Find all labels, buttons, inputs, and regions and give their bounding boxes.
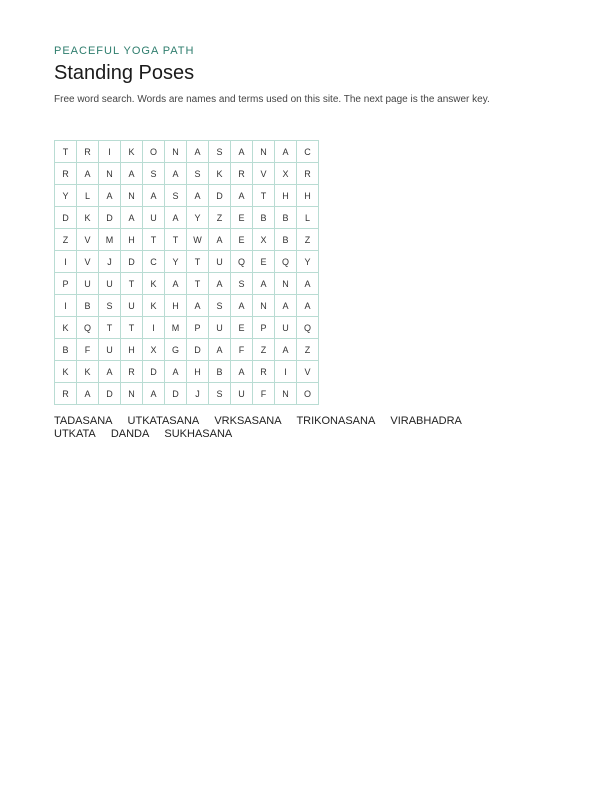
- grid-cell: E: [231, 229, 253, 251]
- grid-cell: A: [209, 339, 231, 361]
- grid-cell: J: [99, 251, 121, 273]
- grid-cell: S: [187, 163, 209, 185]
- word-search-grid: [54, 140, 319, 405]
- grid-cell: C: [143, 251, 165, 273]
- grid-cell: R: [121, 361, 143, 383]
- grid-cell: K: [55, 361, 77, 383]
- grid-cell: A: [275, 141, 297, 163]
- grid-cell: Y: [165, 251, 187, 273]
- grid-row: [55, 163, 319, 185]
- grid-cell: C: [297, 141, 319, 163]
- grid-cell: A: [143, 383, 165, 405]
- grid-cell: I: [143, 317, 165, 339]
- grid-cell: S: [165, 185, 187, 207]
- grid-cell: H: [121, 229, 143, 251]
- grid-cell: T: [143, 229, 165, 251]
- grid-cell: I: [55, 295, 77, 317]
- page-title: Standing Poses: [54, 62, 195, 84]
- grid-cell: X: [275, 163, 297, 185]
- grid-cell: Y: [187, 207, 209, 229]
- grid-row: [55, 251, 319, 273]
- grid-cell: N: [121, 383, 143, 405]
- grid-cell: N: [253, 295, 275, 317]
- grid-cell: R: [77, 141, 99, 163]
- grid-row: [55, 383, 319, 405]
- grid-cell: U: [143, 207, 165, 229]
- grid-cell: Y: [55, 185, 77, 207]
- word-list-item: VRKSASANA: [214, 415, 282, 427]
- grid-cell: A: [187, 295, 209, 317]
- grid-cell: A: [231, 185, 253, 207]
- grid-cell: S: [209, 383, 231, 405]
- grid-cell: E: [231, 317, 253, 339]
- grid-cell: U: [209, 251, 231, 273]
- grid-row: [55, 273, 319, 295]
- grid-cell: A: [165, 163, 187, 185]
- grid-cell: O: [297, 383, 319, 405]
- grid-cell: B: [55, 339, 77, 361]
- word-list-item: VIRABHADRA: [390, 415, 462, 427]
- grid-cell: K: [77, 361, 99, 383]
- grid-cell: U: [99, 339, 121, 361]
- grid-cell: T: [253, 185, 275, 207]
- grid-cell: P: [253, 317, 275, 339]
- grid-cell: D: [209, 185, 231, 207]
- grid-cell: T: [121, 273, 143, 295]
- grid-row: [55, 295, 319, 317]
- grid-cell: T: [187, 273, 209, 295]
- grid-cell: I: [275, 361, 297, 383]
- grid-cell: S: [99, 295, 121, 317]
- grid-cell: E: [231, 207, 253, 229]
- grid-cell: D: [143, 361, 165, 383]
- grid-cell: K: [77, 207, 99, 229]
- grid-cell: A: [143, 185, 165, 207]
- grid-cell: A: [209, 273, 231, 295]
- grid-cell: H: [275, 185, 297, 207]
- grid-cell: U: [121, 295, 143, 317]
- grid-cell: N: [99, 163, 121, 185]
- grid-cell: A: [165, 207, 187, 229]
- word-list: [54, 415, 524, 441]
- grid-cell: A: [253, 273, 275, 295]
- grid-row: [55, 185, 319, 207]
- grid-cell: E: [253, 251, 275, 273]
- grid-row: [55, 317, 319, 339]
- grid-cell: V: [77, 251, 99, 273]
- grid-cell: H: [187, 361, 209, 383]
- grid-cell: A: [209, 229, 231, 251]
- grid-cell: M: [165, 317, 187, 339]
- grid-cell: L: [297, 207, 319, 229]
- word-list-item: UTKATASANA: [127, 415, 200, 427]
- grid-cell: S: [231, 273, 253, 295]
- grid-cell: N: [253, 141, 275, 163]
- grid-cell: P: [55, 273, 77, 295]
- grid-row: [55, 207, 319, 229]
- grid-row: [55, 229, 319, 251]
- word-list-item: SUKHASANA: [164, 428, 233, 440]
- grid-cell: K: [209, 163, 231, 185]
- grid-cell: Q: [77, 317, 99, 339]
- grid-cell: V: [77, 229, 99, 251]
- grid-cell: B: [275, 207, 297, 229]
- grid-cell: W: [187, 229, 209, 251]
- grid-cell: M: [99, 229, 121, 251]
- grid-cell: A: [165, 273, 187, 295]
- grid-cell: U: [275, 317, 297, 339]
- grid-cell: Z: [297, 229, 319, 251]
- grid-cell: N: [121, 185, 143, 207]
- grid-cell: T: [187, 251, 209, 273]
- grid-cell: Q: [297, 317, 319, 339]
- grid-cell: R: [55, 163, 77, 185]
- grid-cell: D: [187, 339, 209, 361]
- grid-cell: D: [55, 207, 77, 229]
- grid-cell: A: [231, 141, 253, 163]
- grid-cell: A: [275, 295, 297, 317]
- grid-cell: T: [55, 141, 77, 163]
- grid-cell: R: [55, 383, 77, 405]
- grid-cell: H: [297, 185, 319, 207]
- grid-cell: V: [253, 163, 275, 185]
- grid-cell: U: [231, 383, 253, 405]
- grid-cell: I: [99, 141, 121, 163]
- grid-cell: F: [231, 339, 253, 361]
- grid-cell: B: [275, 229, 297, 251]
- grid-cell: R: [297, 163, 319, 185]
- grid-cell: L: [77, 185, 99, 207]
- grid-cell: V: [297, 361, 319, 383]
- grid-cell: P: [187, 317, 209, 339]
- grid-cell: A: [187, 141, 209, 163]
- grid-cell: N: [275, 383, 297, 405]
- grid-cell: K: [55, 317, 77, 339]
- grid-cell: D: [99, 207, 121, 229]
- grid-cell: K: [121, 141, 143, 163]
- grid-cell: Z: [209, 207, 231, 229]
- grid-cell: A: [275, 339, 297, 361]
- grid-cell: Z: [297, 339, 319, 361]
- grid-cell: A: [99, 361, 121, 383]
- grid-cell: S: [143, 163, 165, 185]
- grid-cell: Y: [297, 251, 319, 273]
- grid-row: [55, 361, 319, 383]
- page-subtitle: Free word search. Words are names and terms used on this site. The next page is the answer key.: [54, 94, 490, 105]
- grid-cell: A: [187, 185, 209, 207]
- grid-cell: N: [165, 141, 187, 163]
- grid-cell: F: [253, 383, 275, 405]
- grid-cell: U: [99, 273, 121, 295]
- grid-cell: A: [77, 163, 99, 185]
- word-list-item: TRIKONASANA: [296, 415, 376, 427]
- grid-cell: N: [275, 273, 297, 295]
- grid-cell: Q: [231, 251, 253, 273]
- grid-cell: A: [165, 361, 187, 383]
- grid-cell: S: [209, 141, 231, 163]
- grid-cell: A: [297, 273, 319, 295]
- brand-label: PEACEFUL YOGA PATH: [54, 45, 195, 57]
- word-list-item: TADASANA: [54, 415, 113, 427]
- grid-cell: Z: [253, 339, 275, 361]
- grid-cell: J: [187, 383, 209, 405]
- grid-cell: F: [77, 339, 99, 361]
- grid-cell: U: [77, 273, 99, 295]
- grid-cell: X: [253, 229, 275, 251]
- grid-row: [55, 339, 319, 361]
- grid-cell: H: [121, 339, 143, 361]
- grid-cell: G: [165, 339, 187, 361]
- grid-cell: A: [77, 383, 99, 405]
- grid-cell: I: [55, 251, 77, 273]
- grid-cell: D: [99, 383, 121, 405]
- grid-cell: A: [231, 361, 253, 383]
- grid-cell: K: [143, 295, 165, 317]
- grid-cell: Z: [55, 229, 77, 251]
- grid-cell: O: [143, 141, 165, 163]
- grid-cell: H: [165, 295, 187, 317]
- grid-cell: B: [209, 361, 231, 383]
- word-list-item: UTKATA: [54, 428, 96, 440]
- grid-cell: B: [253, 207, 275, 229]
- grid-cell: A: [99, 185, 121, 207]
- grid-cell: X: [143, 339, 165, 361]
- grid-cell: T: [121, 317, 143, 339]
- grid-cell: A: [231, 295, 253, 317]
- grid-cell: S: [209, 295, 231, 317]
- grid-cell: K: [143, 273, 165, 295]
- grid-cell: D: [121, 251, 143, 273]
- grid-cell: D: [165, 383, 187, 405]
- grid-cell: T: [99, 317, 121, 339]
- grid-cell: B: [77, 295, 99, 317]
- grid-cell: A: [121, 207, 143, 229]
- grid-cell: A: [121, 163, 143, 185]
- grid-row: [55, 141, 319, 163]
- grid-cell: R: [253, 361, 275, 383]
- grid-cell: R: [231, 163, 253, 185]
- grid-cell: Q: [275, 251, 297, 273]
- grid-cell: A: [297, 295, 319, 317]
- word-list-item: DANDA: [110, 428, 150, 440]
- grid-cell: T: [165, 229, 187, 251]
- grid-cell: U: [209, 317, 231, 339]
